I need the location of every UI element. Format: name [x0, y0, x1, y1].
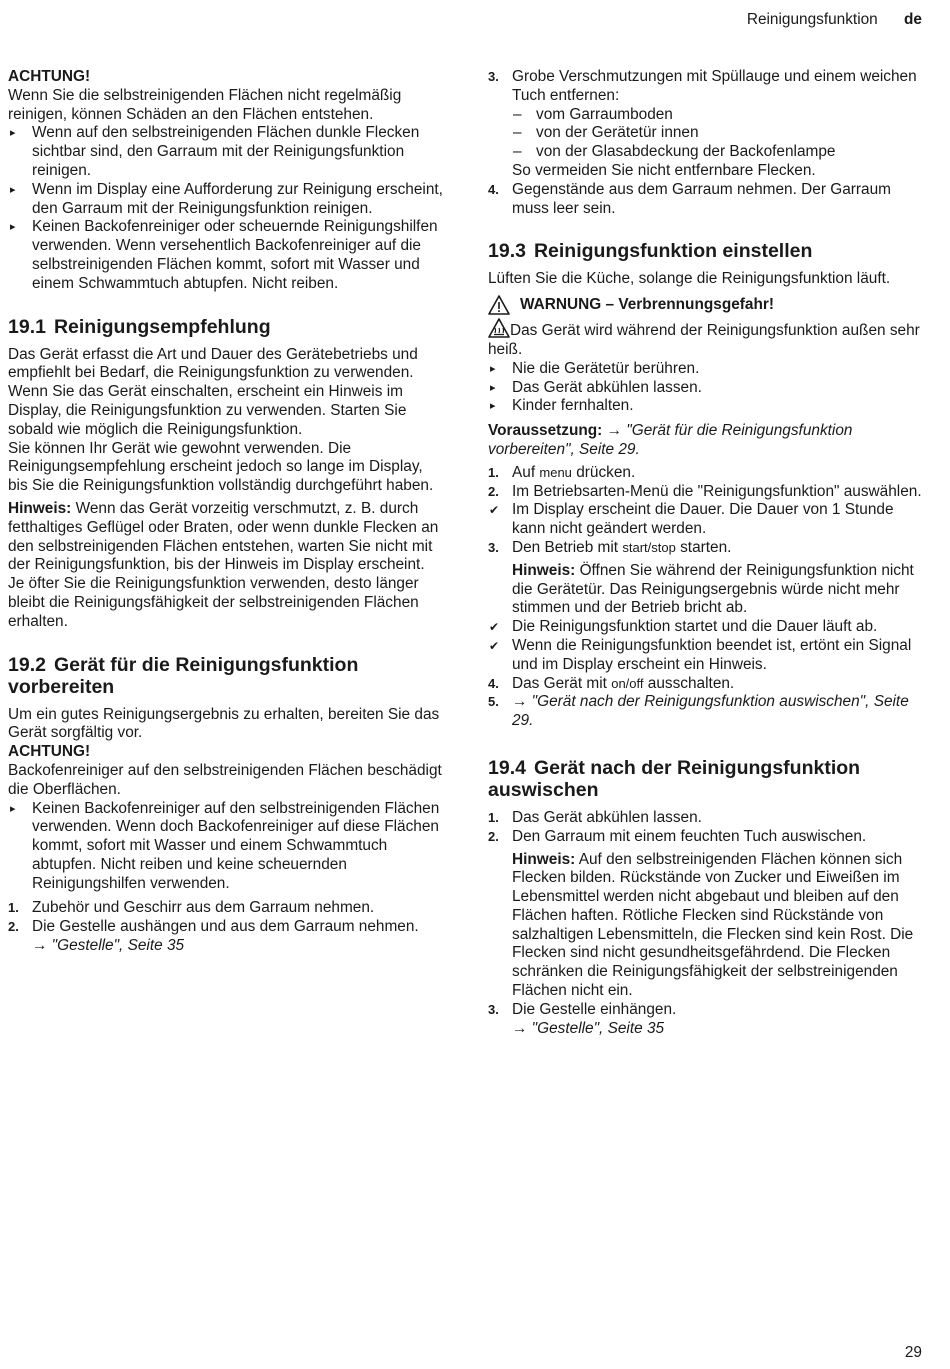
hinweis-note	[8, 500, 444, 632]
achtung-bullet: ▸ Wenn im Display eine Aufforderung zur Reinigung erscheint, den Garraum mit der Reinigungsfunktion reinigen.	[8, 181, 444, 219]
header-section-title: Reinigungsfunktion	[746, 11, 878, 28]
step-number: 4.	[488, 181, 499, 197]
paragraph: Um ein gutes Reinigungsergebnis zu erhalten, bereiten Sie das Gerät sorgfältig vor.	[8, 705, 440, 742]
arrow-right-icon: →	[606, 422, 622, 440]
step-number: 3.	[488, 539, 499, 555]
achtung-bullet: ▸ Wenn auf den selbstreinigenden Flächen dunkle Flecken sichtbar sind, den Garraum mit der Reinigungsfunktion reinigen.	[8, 124, 444, 180]
step-item	[488, 181, 924, 219]
cross-reference-link[interactable]	[8, 937, 444, 956]
hinweis-note	[488, 851, 924, 1001]
hinweis-label: Hinweis:	[8, 499, 72, 517]
section-heading-19-4	[488, 757, 924, 801]
step-text: Gegenstände aus dem Garraum nehmen. Der Garraum muss leer sein.	[512, 180, 891, 217]
warning-heading	[488, 295, 924, 315]
cross-reference-text: "Gerät nach der Reinigungsfunktion auswischen", Seite 29.	[512, 693, 909, 730]
warning-text-content: Das Gerät wird während der Reinigungsfunktion außen sehr heiß.	[488, 322, 920, 358]
result-text: Wenn die Reinigungsfunktion beendet ist, ertönt ein Signal und im Display erscheint ein Hinweis.	[512, 636, 912, 673]
section-heading-19-3	[488, 240, 924, 262]
hinweis-label: Hinweis:	[512, 850, 576, 868]
checkmark-icon: ✔	[489, 620, 500, 635]
achtung-label: ACHTUNG!	[8, 68, 91, 85]
dash-item-text: von der Gerätetür innen	[536, 124, 699, 142]
section-number: 19.1	[8, 315, 46, 338]
warning-text	[488, 318, 924, 360]
step-text: Zubehör und Geschirr aus dem Garraum nehmen.	[32, 899, 375, 917]
hinweis-text: Wenn das Gerät vorzeitig verschmutzt, z. B. durch fetthaltiges Geflügel oder Braten, oder wenn dunkle Flecken an den selbstreinigenden Flächen entstehen, warten Sie nicht mit der Reinigungsfunktion, bis der Hinweis im Display erscheint. Je öfter Sie die Reinigungsfunktion verwenden, desto länger bleibt die Reinigungsfähigkeit der selbstreinigenden Flächen erhalten.	[8, 499, 439, 630]
hinweis-text: Auf den selbstreinigenden Flächen können sich Flecken bilden. Rückstände von Zucker und Eiweißen im Lebensmittel werden nicht abgebaut und bleiben auf den Flächen haften. Rötliche Flecken sind Rückstände von salzhaltigen Lebensmitteln, die Flecken sind kein Rost. Die Flecken sind nicht gesundheitsgefährdend. Die Flecken schränken die Reinigungsfähigkeit der selbstreinigenden Flächen nicht ein.	[512, 850, 914, 1000]
result-item	[488, 637, 924, 675]
step-text: Im Betriebsarten-Menü die "Reinigungsfunktion" auswählen.	[512, 482, 922, 500]
section-heading-19-2	[8, 654, 444, 698]
result-item	[488, 618, 924, 637]
paragraph: Wenn Sie das Gerät einschalten, erscheint ein Hinweis im Display, die Reinigungsfunktion zu verwenden. Starten Sie sobald wie möglich die Reinigungsfunktion.	[8, 383, 407, 438]
step-text-post: starten.	[680, 538, 732, 556]
result-text: Im Display erscheint die Dauer. Die Dauer von 1 Stunde kann nicht geändert werden.	[512, 501, 894, 538]
step-item	[488, 693, 924, 731]
on-off-key-label: on/off	[611, 675, 644, 691]
step-item	[488, 828, 924, 847]
dash-marker: –	[513, 143, 522, 161]
section-number: 19.2	[8, 653, 46, 676]
cross-reference-link[interactable]	[488, 1020, 924, 1039]
step-item	[488, 464, 924, 483]
right-column	[488, 68, 924, 1038]
dash-item	[488, 143, 924, 162]
paragraph: Sie können Ihr Gerät wie gewohnt verwenden. Die Reinigungsempfehlung erscheint jedoch so lange im Display, bis Sie die Reinigungsfunktion vollständig durchgeführt haben.	[8, 439, 434, 495]
step-text: Das Gerät abkühlen lassen.	[512, 808, 702, 826]
warning-bullet: ▸ Kinder fernhalten.	[488, 397, 924, 416]
warning-triangle-icon	[488, 295, 510, 315]
achtung-text: Backofenreiniger auf den selbstreinigenden Flächen beschädigt die Oberflächen.	[8, 761, 442, 798]
hinweis-text: Öffnen Sie während der Reinigungsfunktion nicht die Gerätetür. Das Reinigungsergebnis würde nicht mehr stimmen und der Betrieb bricht ab.	[512, 561, 914, 617]
section-title: Gerät für die Reinigungsfunktion vorbereiten	[8, 653, 359, 698]
achtung-label: ACHTUNG!	[8, 743, 91, 761]
step-item	[488, 1001, 924, 1020]
step-number: 2.	[488, 828, 499, 844]
step-text-post: drücken.	[576, 463, 636, 481]
dash-item	[488, 124, 924, 143]
warning-bullet: ▸ Nie die Gerätetür berühren.	[488, 360, 924, 379]
step-text: Die Gestelle einhängen.	[512, 1000, 677, 1018]
dash-item	[488, 106, 924, 125]
step-text: Die Gestelle aushängen und aus dem Garraum nehmen.	[32, 918, 419, 936]
step-item	[488, 809, 924, 828]
step-text-pre: Auf	[512, 463, 536, 481]
step-text-pre: Den Betrieb mit	[512, 538, 619, 556]
hot-surface-icon	[488, 318, 510, 338]
result-text: Die Reinigungsfunktion startet und die Dauer läuft ab.	[512, 618, 878, 636]
header-language: de	[904, 11, 922, 28]
cross-reference-text: "Gestelle", Seite 35	[531, 1019, 665, 1037]
step-number: 4.	[488, 675, 499, 691]
warning-title: WARNUNG – Verbrennungsgefahr!	[520, 295, 774, 313]
warning-bullet: ▸ Das Gerät abkühlen lassen.	[488, 379, 924, 398]
step-item	[488, 483, 924, 502]
hinweis-label: Hinweis:	[512, 561, 576, 579]
paragraph: Das Gerät erfasst die Art und Dauer des Gerätebetriebs und empfiehlt bei Bedarf, die Reinigungsfunktion zu verwenden.	[8, 345, 418, 382]
cross-reference-text: "Gestelle", Seite 35	[51, 937, 185, 955]
paragraph: Lüften Sie die Küche, solange die Reinigungsfunktion läuft.	[488, 270, 891, 288]
section-title: Reinigungsfunktion einstellen	[533, 240, 813, 263]
checkmark-icon: ✔	[489, 503, 500, 518]
dash-marker: –	[513, 105, 522, 123]
section-number: 19.4	[488, 756, 526, 779]
step-item	[8, 918, 444, 937]
dash-item-text: von der Glasabdeckung der Backofenlampe	[536, 143, 836, 161]
section-heading-19-1	[8, 316, 444, 338]
step-number: 3.	[488, 69, 499, 84]
section-title: Reinigungsempfehlung	[53, 315, 271, 338]
achtung-bullet: ▸ Keinen Backofenreiniger auf den selbstreinigenden Flächen verwenden. Wenn doch Backofenreiniger auf diese Flächen kommt, sofort mit Wasser und einem Schwammtuch abtupfen. Nicht reiben und keine scheuernden Reinigungshilfen verwenden.	[8, 800, 444, 894]
dash-item-text: vom Garraumboden	[536, 105, 673, 123]
step-item	[488, 539, 924, 558]
step-text: Grobe Verschmutzungen mit Spüllauge und einem weichen Tuch entfernen:	[512, 68, 917, 104]
step-number: 2.	[8, 919, 19, 935]
prerequisite	[488, 422, 924, 460]
step-number: 2.	[488, 483, 499, 499]
result-item	[488, 501, 924, 539]
achtung-bullet: ▸ Keinen Backofenreiniger oder scheuernde Reinigungshilfen verwenden. Wenn versehentlich Backofenreiniger auf die selbstreinigenden Flächen kommt, sofort mit Wasser und einem Schwammtuch abtupfen. Nicht reiben.	[8, 218, 444, 293]
arrow-right-icon: →	[32, 937, 48, 955]
step-item	[488, 68, 924, 106]
menu-key-label: menu	[539, 464, 572, 480]
step-number: 1.	[488, 809, 499, 825]
hinweis-note	[488, 562, 924, 618]
running-header	[747, 11, 922, 30]
step-note: So vermeiden Sie nicht entfernbare Flecken.	[512, 161, 816, 179]
step-number: 1.	[8, 900, 19, 916]
dash-marker: –	[513, 124, 522, 142]
cross-reference-text: "Gerät für die Reinigungsfunktion vorbereiten", Seite 29.	[488, 422, 853, 458]
page-number: 29	[904, 1344, 922, 1362]
step-item	[488, 675, 924, 694]
step-text: Den Garraum mit einem feuchten Tuch auswischen.	[512, 827, 867, 845]
arrow-right-icon: →	[512, 1019, 528, 1037]
section-title: Gerät nach der Reinigungsfunktion auswischen	[488, 756, 861, 801]
step-text-post: ausschalten.	[647, 674, 735, 692]
checkmark-icon: ✔	[489, 638, 500, 653]
prerequisite-label: Voraussetzung:	[488, 422, 603, 440]
cross-reference-link[interactable]	[512, 693, 909, 729]
step-number: 3.	[488, 1001, 499, 1017]
step-number: 5.	[488, 694, 499, 710]
step-text-pre: Das Gerät mit	[512, 674, 607, 692]
start-stop-key-label: start/stop	[622, 539, 676, 555]
section-number: 19.3	[488, 240, 526, 263]
step-item	[8, 899, 444, 918]
arrow-right-icon: →	[512, 693, 528, 711]
left-column	[8, 68, 444, 956]
step-number: 1.	[488, 464, 499, 480]
achtung-text: Wenn Sie die selbstreinigenden Flächen nicht regelmäßig reinigen, können Schäden an den Flächen entstehen.	[8, 86, 402, 123]
